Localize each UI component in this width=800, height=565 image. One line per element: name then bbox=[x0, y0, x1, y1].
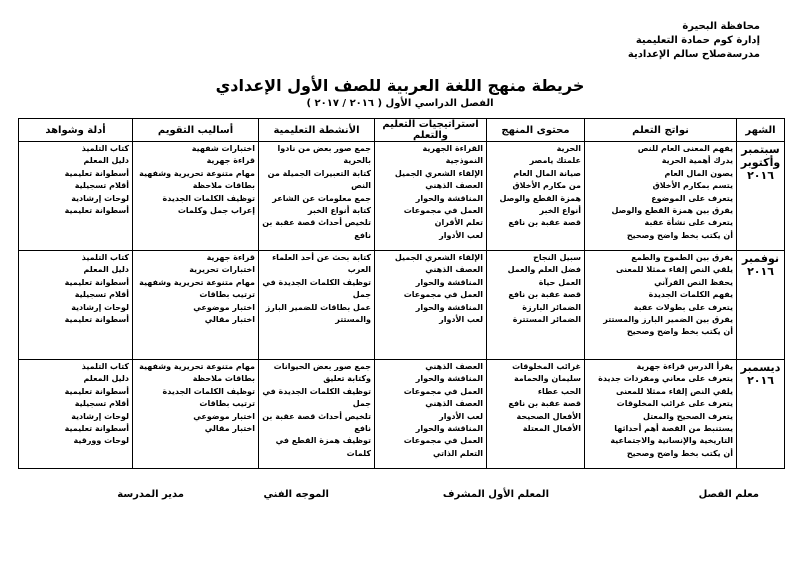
list-item: دليل المعلم bbox=[83, 156, 129, 166]
list-item: توظيف الكلمات الجديدة bbox=[162, 193, 255, 203]
strategies-cell bbox=[375, 360, 487, 469]
list-item: يفرق بين همزة القطع والوصل bbox=[611, 206, 733, 216]
table-row bbox=[19, 251, 785, 360]
list-item: يتسم بمكارم الأخلاق bbox=[652, 181, 733, 191]
list-item: عمل بطاقات للضمير البارز والمستتر bbox=[265, 302, 371, 325]
list-item: العصف الذهني bbox=[425, 181, 483, 191]
list-item: أن يكتب بخط واضح وصحيح bbox=[626, 448, 733, 458]
list-item: العمل في مجموعات bbox=[403, 290, 483, 300]
list-item: لوحات إرشادية bbox=[71, 302, 129, 312]
assessment-list bbox=[136, 252, 255, 326]
list-item: يتعرف الصحيح والمعتل bbox=[642, 411, 733, 421]
list-item: العمل في مجموعات bbox=[403, 386, 483, 396]
evidence-cell bbox=[19, 142, 133, 251]
assessment-cell bbox=[133, 251, 259, 360]
list-item: النموذجية bbox=[445, 156, 483, 166]
assessment-cell bbox=[133, 142, 259, 251]
col-header-strategies: استراتيجيات التعليم والتعلم bbox=[375, 119, 487, 142]
list-item: يفهم المعنى العام للنص bbox=[637, 144, 733, 153]
school-name-line: مدرسةصلاح سالم الإعدادية bbox=[627, 49, 760, 60]
list-item: اختبار موضوعي bbox=[193, 302, 255, 312]
list-item: همزة القطع والوصل bbox=[499, 193, 581, 203]
evidence-list bbox=[22, 252, 129, 326]
col-header-activities: الأنشطة التعليمية bbox=[259, 119, 375, 142]
list-item: لعب الأدوار bbox=[439, 411, 483, 421]
list-item: الإلقاء الشعري الجميل bbox=[394, 253, 483, 262]
list-item: جمع صور بعض من نادوا بالحرية bbox=[277, 144, 371, 166]
list-item: لوحات وورقية bbox=[73, 436, 129, 446]
outcomes-list bbox=[588, 361, 733, 460]
list-item: توظيف الكلمات الجديدة bbox=[162, 386, 255, 396]
list-item: بطاقات ملاحظة bbox=[192, 374, 255, 384]
list-item: اختبارات شفهية bbox=[191, 144, 255, 153]
list-item: الضمائر المستترة bbox=[512, 315, 581, 325]
governorate-line: محافظة البحيرة bbox=[682, 21, 760, 32]
table-row bbox=[19, 360, 785, 469]
table-header-row bbox=[19, 119, 785, 142]
activities-list bbox=[262, 252, 371, 326]
list-item: لعب الأدوار bbox=[439, 230, 483, 240]
evidence-list bbox=[22, 143, 129, 217]
strategies-cell bbox=[375, 142, 487, 251]
list-item: لعب الأدوار bbox=[439, 315, 483, 325]
list-item: من مكارم الأخلاق bbox=[512, 181, 581, 191]
col-header-evidence: أدلة وشواهد bbox=[19, 119, 133, 142]
list-item: أن يكتب بخط واضح وصحيح bbox=[626, 230, 733, 240]
list-item: أقلام تسجيلية bbox=[74, 181, 129, 191]
list-item: يفرق بين الضمير البارز والمستتر bbox=[603, 315, 733, 325]
directorate-line: إدارة كوم حمادة التعليمية bbox=[635, 35, 760, 46]
list-item: يفرق بين الطموح والطمع bbox=[631, 253, 733, 262]
col-header-content: محتوى المنهج bbox=[487, 119, 585, 142]
list-item: المناقشة والحوار bbox=[415, 424, 483, 434]
list-item: القراءة الجهرية bbox=[422, 144, 483, 153]
list-item: يدرك أهمية الحرية bbox=[661, 156, 733, 166]
outcomes-cell bbox=[585, 142, 737, 251]
table-row bbox=[19, 142, 785, 251]
list-item: ترتيب بطاقات bbox=[199, 399, 255, 409]
list-item: الإلقاء الشعري الجميل bbox=[394, 168, 483, 178]
list-item: العصف الذهني bbox=[425, 399, 483, 409]
list-item: المناقشة والحوار bbox=[415, 277, 483, 287]
list-item: قصة عقبة بن نافع bbox=[508, 218, 581, 228]
list-item: جمع معلومات عن الشاعر bbox=[272, 193, 371, 203]
list-item: تلخيص أحداث قصة عقبة بن نافع bbox=[262, 218, 371, 240]
list-item: يتعرف على معاني ومفردات جديدة bbox=[598, 374, 733, 384]
class-teacher-signature: معلم الفصل bbox=[698, 489, 759, 500]
outcomes-cell bbox=[585, 360, 737, 469]
list-item: غرائب المخلوقات bbox=[512, 362, 581, 371]
list-item: كتابة التعبيرات الجميلة من النص bbox=[267, 168, 371, 191]
list-item: أسطوانة تعليمية bbox=[64, 386, 129, 396]
assessment-list bbox=[136, 361, 255, 435]
list-item: كتاب التلميذ bbox=[81, 253, 129, 262]
strategies-list bbox=[378, 361, 483, 460]
col-header-month: الشهر bbox=[737, 119, 785, 142]
evidence-cell bbox=[19, 251, 133, 360]
list-item: العصف الذهني bbox=[425, 362, 483, 371]
list-item: تعلم الأقران bbox=[434, 218, 483, 228]
list-item: أن يكتب بخط واضح وصحيح bbox=[626, 327, 733, 337]
list-item: أنواع الخبر bbox=[539, 206, 581, 216]
list-item: أسطوانة تعليمية bbox=[64, 424, 129, 434]
list-item: العصف الذهني bbox=[425, 265, 483, 275]
assessment-cell bbox=[133, 360, 259, 469]
list-item: الضمائر البارزة bbox=[522, 302, 581, 312]
list-item: يتعرف على نشأة عقبة bbox=[644, 218, 733, 228]
list-item: كتاب التلميذ bbox=[81, 362, 129, 371]
list-item: اختبار مقالي bbox=[204, 315, 255, 325]
outcomes-cell bbox=[585, 251, 737, 360]
list-item: يتعرف على غرائب المخلوقات bbox=[616, 399, 733, 409]
list-item: أقلام تسجيلية bbox=[74, 290, 129, 300]
month-cell: سبتمبر وأكتوبر ٢٠١٦ bbox=[737, 142, 785, 251]
list-item: قراءة جهرية bbox=[206, 253, 255, 262]
list-item: يتعرف على الموضوع bbox=[651, 193, 733, 203]
page-title: خريطة منهج اللغة العربية للصف الأول الإعدادي bbox=[215, 76, 585, 95]
list-item: العمل حياة bbox=[538, 277, 581, 287]
supervisor-signature: الموجه الفني bbox=[263, 489, 329, 500]
list-item: يلقي النص إلقاء ممثلا للمعنى bbox=[616, 265, 733, 275]
principal-signature: مدير المدرسة bbox=[117, 489, 184, 500]
list-item: يقرأ الدرس قراءة جهرية bbox=[636, 362, 733, 371]
activities-list bbox=[262, 143, 371, 242]
list-item: بطاقات ملاحظة bbox=[192, 181, 255, 191]
list-item: قصة عقبة بن نافع bbox=[508, 290, 581, 300]
list-item: قراءة جهرية bbox=[206, 156, 255, 166]
list-item: كتابة أنواع الخبر bbox=[307, 206, 371, 216]
col-header-assessment: أساليب التقويم bbox=[133, 119, 259, 142]
col-header-outcomes: نواتج التعلم bbox=[585, 119, 737, 142]
activities-list bbox=[262, 361, 371, 460]
list-item: اختبار موضوعي bbox=[193, 411, 255, 421]
content-list bbox=[490, 361, 581, 435]
curriculum-table bbox=[18, 118, 785, 469]
list-item: ترتيب بطاقات bbox=[199, 290, 255, 300]
strategies-cell bbox=[375, 251, 487, 360]
content-cell bbox=[487, 142, 585, 251]
month-cell: نوفمبر ٢٠١٦ bbox=[737, 251, 785, 360]
list-item: كتاب التلميذ bbox=[81, 144, 129, 153]
list-item: المناقشة والحوار bbox=[415, 302, 483, 312]
list-item: العمل في مجموعات bbox=[403, 436, 483, 446]
list-item: فضل العلم والعمل bbox=[507, 265, 581, 275]
activities-cell bbox=[259, 251, 375, 360]
list-item: دليل المعلم bbox=[83, 265, 129, 275]
list-item: سبيل النجاح bbox=[533, 253, 581, 262]
strategies-list bbox=[378, 143, 483, 242]
list-item: يفهم الكلمات الجديدة bbox=[648, 290, 733, 300]
list-item: مهام متنوعة تحريرية وشفهية bbox=[139, 362, 255, 371]
content-cell bbox=[487, 251, 585, 360]
list-item: الحب عطاء bbox=[537, 386, 581, 396]
list-item: يصون المال العام bbox=[664, 168, 733, 178]
list-item: اختبارات تحريرية bbox=[189, 265, 255, 275]
evidence-list bbox=[22, 361, 129, 448]
list-item: صيانة المال العام bbox=[513, 168, 581, 178]
list-item: اختبار مقالي bbox=[204, 424, 255, 434]
list-item: قصة عقبة بن نافع bbox=[508, 399, 581, 409]
activities-cell bbox=[259, 142, 375, 251]
list-item: مهام متنوعة تحريرية وشفهية bbox=[139, 168, 255, 178]
content-cell bbox=[487, 360, 585, 469]
list-item: يحفظ النص القرآني bbox=[654, 277, 733, 287]
semester-subtitle: الفصل الدراسي الأول ( ٢٠١٦ / ٢٠١٧ ) bbox=[306, 98, 494, 109]
list-item: كتابة بحث عن أحد العلماء العرب bbox=[272, 253, 371, 275]
outcomes-list bbox=[588, 252, 733, 339]
list-item: يتعرف على بطولات عقبة bbox=[633, 302, 733, 312]
senior-teacher-signature: المعلم الأول المشرف bbox=[442, 489, 549, 500]
content-list bbox=[490, 252, 581, 326]
strategies-list bbox=[378, 252, 483, 326]
list-item: دليل المعلم bbox=[83, 374, 129, 384]
list-item: توظيف همزة القطع في كلمات bbox=[275, 436, 371, 458]
list-item: أقلام تسجيلية bbox=[74, 399, 129, 409]
list-item: الحرية bbox=[556, 144, 581, 153]
list-item: يلقي النص إلقاء ممثلا للمعنى bbox=[616, 386, 733, 396]
list-item: أسطوانة تعليمية bbox=[64, 206, 129, 216]
content-list bbox=[490, 143, 581, 230]
list-item: جمع صور بعض الحيوانات وكتابة تعليق bbox=[273, 362, 371, 384]
list-item: مهام متنوعة تحريرية وشفهية bbox=[139, 277, 255, 287]
list-item: أسطوانة تعليمية bbox=[64, 277, 129, 287]
list-item: التعلم الذاتي bbox=[432, 448, 483, 458]
list-item: يستنبط من القصة أهم أحداثها التاريخية والإنسانية والاجتماعية bbox=[610, 424, 733, 446]
list-item: العمل في مجموعات bbox=[403, 206, 483, 216]
list-item: لوحات إرشادية bbox=[71, 411, 129, 421]
assessment-list bbox=[136, 143, 255, 217]
outcomes-list bbox=[588, 143, 733, 242]
list-item: توظيف الكلمات الجديدة في جمل bbox=[262, 386, 371, 409]
list-item: لوحات إرشادية bbox=[71, 193, 129, 203]
list-item: الأفعال المعتلة bbox=[522, 424, 581, 434]
list-item: أسطوانة تعليمية bbox=[64, 168, 129, 178]
list-item: تلخيص أحداث قصة عقبة بن نافع bbox=[262, 411, 371, 434]
list-item: علمتك يامصر bbox=[529, 156, 581, 166]
list-item: سليمان والحمامة bbox=[513, 374, 581, 384]
list-item: المناقشة والحوار bbox=[415, 374, 483, 384]
list-item: المناقشة والحوار bbox=[415, 193, 483, 203]
evidence-cell bbox=[19, 360, 133, 469]
activities-cell bbox=[259, 360, 375, 469]
list-item: أسطوانة تعليمية bbox=[64, 315, 129, 325]
month-cell: ديسمبر ٢٠١٦ bbox=[737, 360, 785, 469]
list-item: توظيف الكلمات الجديدة في جمل bbox=[262, 277, 371, 300]
list-item: إعراب جمل وكلمات bbox=[177, 206, 255, 216]
list-item: الأفعال الصحيحة bbox=[516, 411, 581, 421]
school-header bbox=[628, 20, 760, 62]
